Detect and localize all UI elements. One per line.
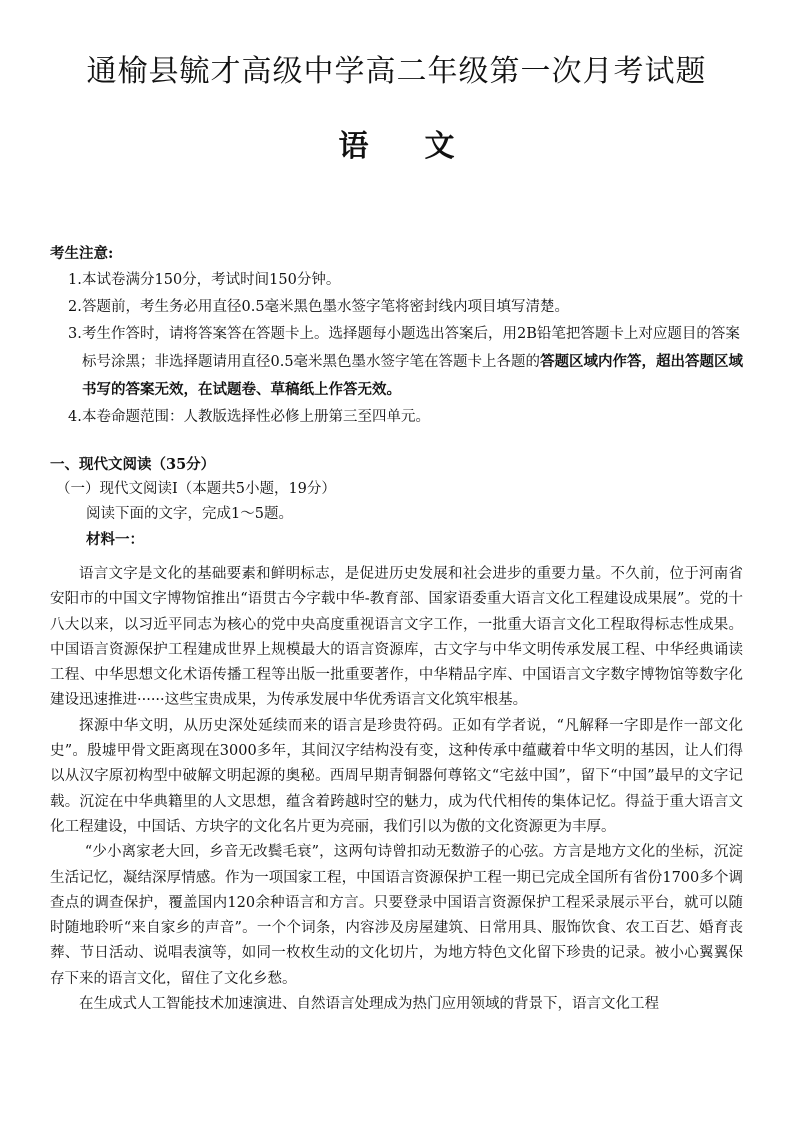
notice-item-bold-text: 答题区域内作答，超出答题区域书写的答案无效，在试题卷、草稿纸上作答无效。: [82, 353, 744, 398]
notice-item-text: 本卷命题范围：人教版选择性必修上册第三至四单元。: [82, 409, 430, 425]
notice-item-4: [50, 404, 750, 431]
passage-paragraph-1: 语言文字是文化的基础要素和鲜明标志，是促进历史发展和社会进步的重要力量。不久前，位于河南省安阳市的中国文字博物馆推出“语贯古今字载中华-教育部、国家语委重大语言文化工程建设成果展”。党的十八大以来，以习近平同志为核心的党中央高度重视语言文字工作，一批重大语言文化工程取得标志性成果。中国语言资源保护工程建成世界上规模最大的语言资源库，古文字与中华文明传承发展工程、中华经典诵读工程、中华思想文化术语传播工程等出版一批重要著作，中华精品字库、中国语言文字数字博物馆等数字化建设迅速推进······这些宝贵成果，为传承发展中华优秀语言文化筑牢根基。: [50, 566, 743, 709]
notice-item-number: 3.: [68, 326, 82, 342]
section-header: [50, 452, 750, 552]
notice-item-text: 本试卷满分150分，考试时间150分钟。: [82, 272, 341, 288]
notice-block: [50, 240, 750, 431]
exam-title: 通榆县毓才高级中学高二年级第一次月考试题: [86, 54, 707, 89]
material-label: 材料一：: [86, 531, 144, 548]
passage-paragraph-4: 在生成式人工智能技术加速演进、自然语言处理成为热门应用领域的背景下，语言文化工程: [79, 996, 659, 1013]
passage-paragraph-3: “少小离家老大回，乡音无改鬓毛衰”，这两句诗曾扣动无数游子的心弦。方言是地方文化的坐标，沉淀生活记忆，凝结深厚情感。作为一项国家工程，中国语言资源保护工程一期已完成全国所有省份1700多个调查点的调查保护，覆盖国内120余种语言和方言。只要登录中国语言资源保护工程采录展示平台，就可以随时随地聆听“来自家乡的声音”。一个个词条，内容涉及房屋建筑、日常用具、服饰饮食、农工百艺、婚育丧葬、节日活动、说唱表演等，如同一枚枚生动的文化切片，为地方特色文化留下珍贵的记录。被小心翼翼保存下来的语言文化，留住了文化乡愁。: [50, 844, 743, 987]
notice-item-1: [50, 267, 750, 294]
passage-paragraph-2: 探源中华文明，从历史深处延续而来的语言是珍贵符码。正如有学者说，“凡解释一字即是作一部文化史”。殷墟甲骨文距离现在3000多年，其间汉字结构没有变，这种传承中蕴藏着中华文明的基因，让人们得以从汉字原初构型中破解文明起源的奥秘。西周早期青铜器何尊铭文“宅兹中国”，留下“中国”最早的文字记载。沉淀在中华典籍里的人文思想，蕴含着跨越时空的魅力，成为代代相传的集体记忆。得益于重大语言文化工程建设，中国话、方块字的文化名片更为亮丽，我们引以为傲的文化资源更为丰厚。: [50, 717, 743, 835]
section-instruction: 阅读下面的文字，完成1～5题。: [86, 506, 293, 522]
notice-heading: 考生注意:: [50, 245, 114, 262]
notice-item-number: 4.: [68, 409, 82, 425]
notice-item-text: 考生作答时，请将答案答在答题卡上。选择题每小题选出答案后，用2B铅笔把答题卡上对应题目的答案标号涂黑；非选择题请用直径0.5毫米黑色墨水签字笔在答题卡上各题的: [82, 326, 740, 370]
subsection-title: （一）现代文阅读Ⅰ（本题共5小题，19分）: [56, 481, 336, 497]
notice-item-text: 答题前，考生务必用直径0.5毫米黑色墨水签字笔将密封线内项目填写清楚。: [82, 299, 570, 315]
passage-body: [50, 562, 743, 1017]
subject-title: 语文: [338, 129, 511, 164]
notice-item-3: [50, 321, 750, 404]
notice-item-2: [50, 294, 750, 321]
notice-item-number: 1.: [68, 272, 82, 288]
notice-item-number: 2.: [68, 299, 82, 315]
section-title: 一、现代文阅读（35分）: [50, 456, 216, 473]
